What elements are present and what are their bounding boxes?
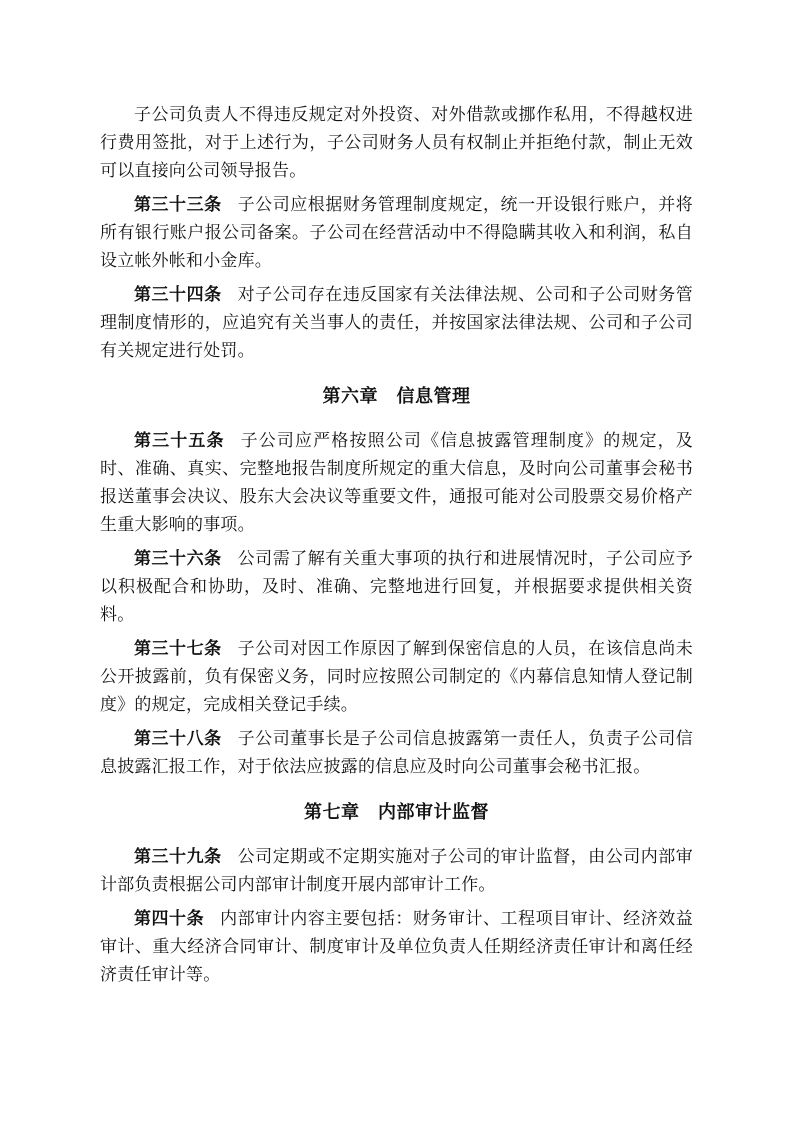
clause-text: 对子公司存在违反国家有关法律法规、公司和子公司财务管理制度情形的，应追究有关当事人的责任，并按国家法律法规、公司和子公司有关规定进行处罚。	[100, 285, 694, 360]
chapter-heading-7: 第七章 内部审计监督	[304, 802, 489, 822]
clause-number: 第三十六条	[134, 549, 222, 568]
clause-text: 子公司应严格按照公司《信息披露管理制度》的规定，及时、准确、真实、完整地报告制度所规定的重大信息，及时向公司董事会秘书报送董事会决议、股东大会决议等重要文件，通报可能对公司股票交易价格产生重大影响的事项。	[100, 431, 693, 534]
body-paragraph	[100, 725, 693, 781]
clause-number: 第三十七条	[134, 639, 222, 658]
body-paragraph	[100, 843, 693, 899]
clause-text: 公司需了解有关重大事项的执行和进展情况时，子公司应予以积极配合和协助，及时、准确、完整地进行回复，并根据要求提供相关资料。	[100, 549, 694, 624]
clause-number: 第三十三条	[134, 195, 222, 214]
clause-text: 子公司董事长是子公司信息披露第一责任人，负责子公司信息披露汇报工作，对于依法应披露的信息应及时向公司董事会秘书汇报。	[100, 729, 694, 776]
body-paragraph	[100, 905, 693, 989]
clause-number: 第三十八条	[134, 729, 222, 748]
clause-number: 第三十四条	[134, 285, 222, 304]
body-paragraph	[100, 191, 693, 275]
body-paragraph	[100, 427, 693, 539]
clause-text: 子公司应根据财务管理制度规定，统一开设银行账户，并将所有银行账户报公司备案。子公司在经营活动中不得隐瞒其收入和利润，私自设立帐外帐和小金库。	[100, 195, 694, 270]
chapter-heading-6: 第六章 信息管理	[322, 386, 471, 406]
clause-text: 子公司负责人不得违反规定对外投资、对外借款或挪作私用，不得越权进行费用签批，对于上述行为，子公司财务人员有权制止并拒绝付款，制止无效可以直接向公司领导报告。	[100, 105, 693, 180]
body-paragraph	[100, 281, 693, 365]
clause-text: 内部审计内容主要包括：财务审计、工程项目审计、经济效益审计、重大经济合同审计、制度审计及单位负责人任期经济责任审计和离任经济责任审计等。	[100, 909, 693, 984]
clause-number: 第四十条	[134, 909, 205, 928]
clause-number: 第三十五条	[134, 431, 225, 450]
clause-text: 子公司对因工作原因了解到保密信息的人员，在该信息尚未公开披露前，负有保密义务，同时应按照公司制定的《内幕信息知情人登记制度》的规定，完成相关登记手续。	[100, 639, 694, 714]
body-paragraph	[100, 101, 693, 185]
body-paragraph	[100, 545, 693, 629]
body-paragraph	[100, 635, 693, 719]
clause-text: 公司定期或不定期实施对子公司的审计监督，由公司内部审计部负责根据公司内部审计制度开展内部审计工作。	[100, 847, 694, 894]
clause-number: 第三十九条	[134, 847, 222, 866]
